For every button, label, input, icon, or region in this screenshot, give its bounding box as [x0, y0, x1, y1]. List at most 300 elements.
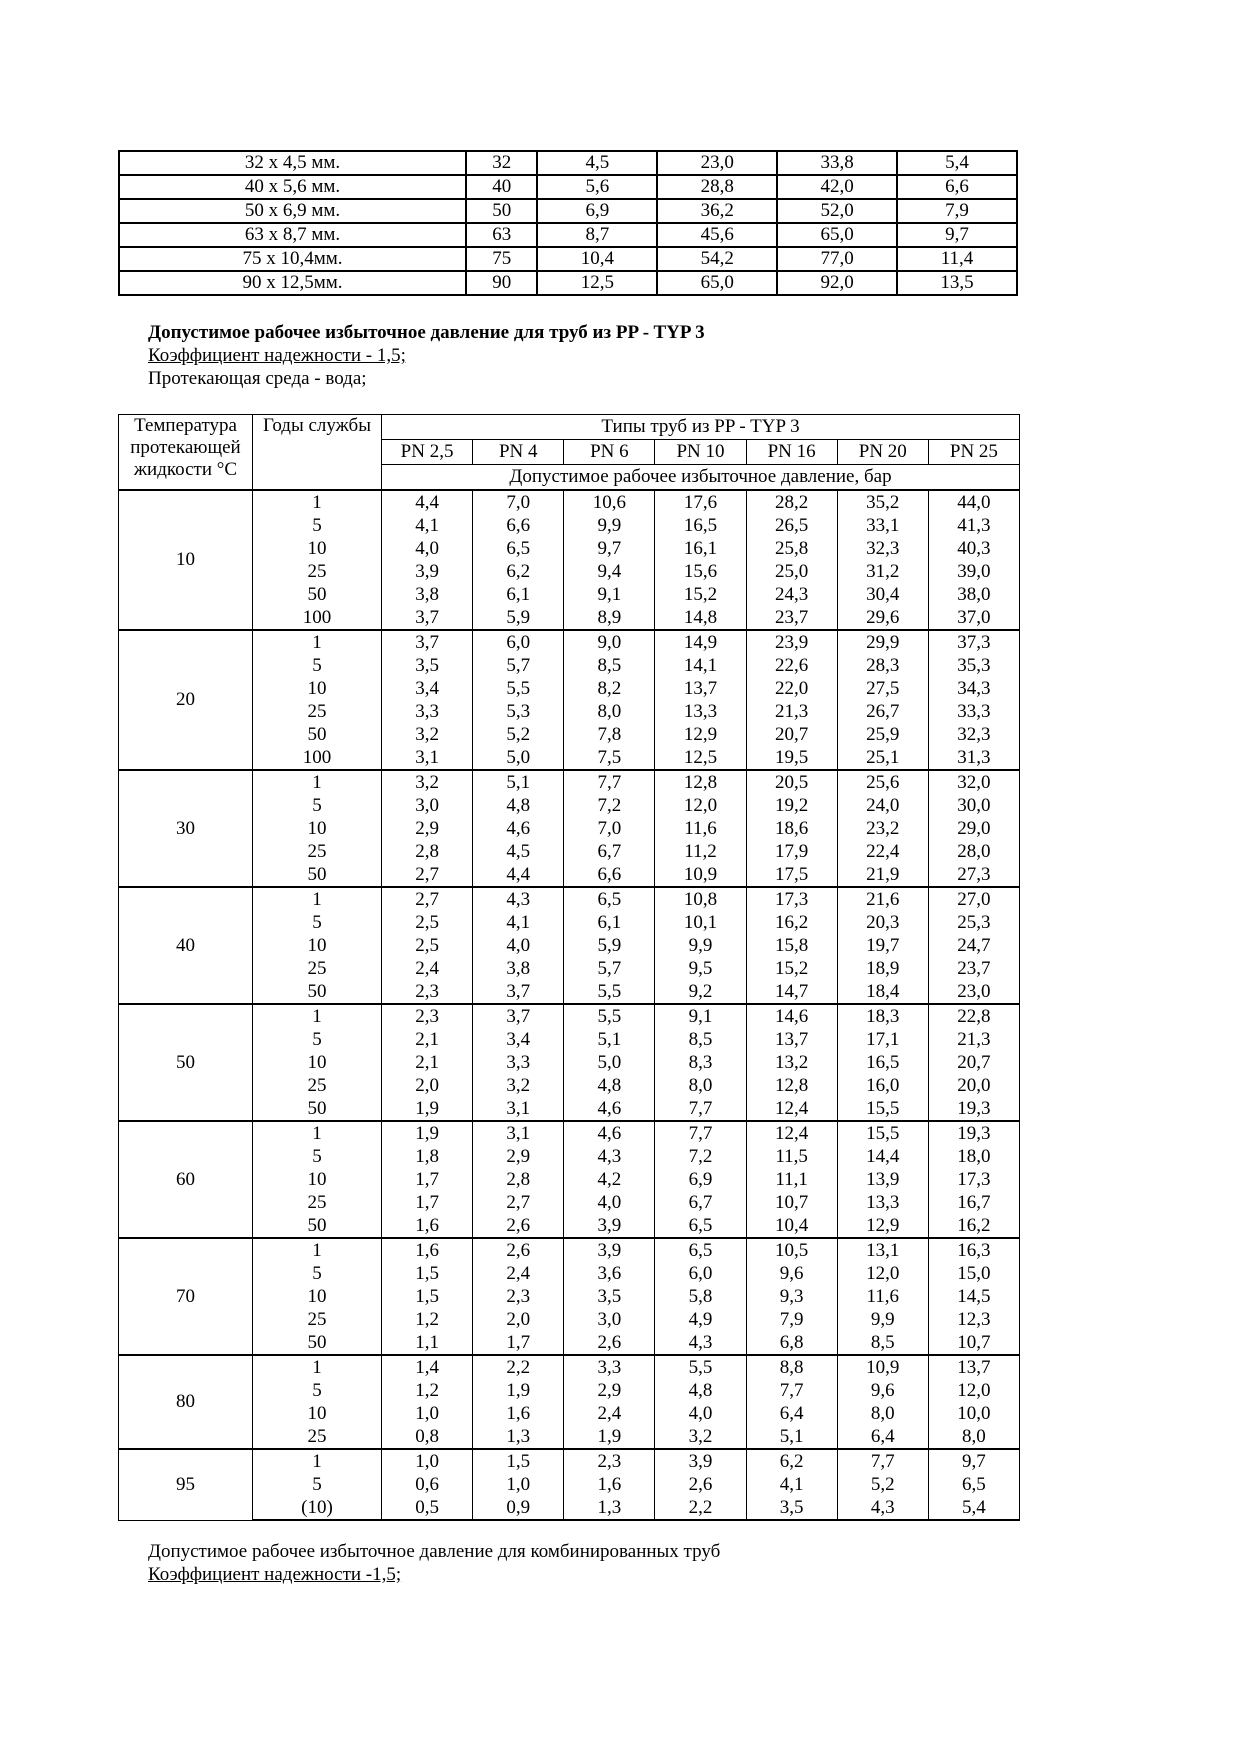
pressure-value: 20,0: [928, 1074, 1019, 1097]
pressure-value: 1,0: [473, 1473, 564, 1496]
pressure-value: 3,1: [473, 1097, 564, 1121]
pressure-value: 17,5: [746, 863, 837, 887]
pressure-value: 10,9: [837, 1355, 928, 1379]
table-row: [119, 1074, 1020, 1097]
pressure-value: 24,3: [746, 583, 837, 606]
pressure-value: 3,4: [473, 1028, 564, 1051]
pressure-value: 2,7: [382, 863, 473, 887]
pressure-value: 6,5: [655, 1238, 746, 1262]
dims-cell: 33,8: [777, 151, 897, 175]
table-row: [119, 271, 1017, 295]
header-pn-6: PN 20: [837, 440, 928, 465]
header-pipe-types: Типы труб из PP - TYP 3: [382, 415, 1020, 440]
pressure-value: 28,3: [837, 654, 928, 677]
years-cell: 25: [253, 700, 382, 723]
dims-cell: 36,2: [657, 199, 777, 223]
pressure-value: 14,8: [655, 606, 746, 630]
pressure-value: 1,7: [382, 1191, 473, 1214]
pressure-value: 16,1: [655, 537, 746, 560]
pressure-value: 2,3: [382, 1004, 473, 1028]
dims-cell: 50: [466, 199, 537, 223]
pressure-value: 4,4: [473, 863, 564, 887]
table-row: [119, 514, 1020, 537]
pressure-value: 5,7: [473, 654, 564, 677]
pressure-value: 2,9: [564, 1379, 655, 1402]
pressure-value: 1,5: [382, 1285, 473, 1308]
pressure-value: 1,0: [382, 1449, 473, 1473]
pressure-value: 9,4: [564, 560, 655, 583]
pressure-value: 4,6: [564, 1121, 655, 1145]
table-row: [119, 1121, 1020, 1145]
pressure-value: 11,6: [837, 1285, 928, 1308]
table-row: [119, 1308, 1020, 1331]
pressure-value: 9,0: [564, 630, 655, 654]
pressure-value: 17,6: [655, 490, 746, 514]
table-row: [119, 560, 1020, 583]
pressure-value: 10,5: [746, 1238, 837, 1262]
years-cell: 50: [253, 723, 382, 746]
pressure-value: 22,8: [928, 1004, 1019, 1028]
pressure-value: 9,1: [655, 1004, 746, 1028]
pressure-value: 1,6: [473, 1402, 564, 1425]
temperature-cell: 40: [119, 887, 253, 1004]
dims-cell: 5,6: [537, 175, 657, 199]
pressure-value: 5,8: [655, 1285, 746, 1308]
pressure-value: 1,7: [473, 1331, 564, 1355]
pressure-value: 2,8: [382, 840, 473, 863]
pressure-value: 8,5: [655, 1028, 746, 1051]
pressure-value: 6,5: [655, 1214, 746, 1238]
pressure-value: 4,0: [382, 537, 473, 560]
pressure-value: 3,2: [382, 770, 473, 794]
table-row: [119, 1402, 1020, 1425]
pressure-value: 40,3: [928, 537, 1019, 560]
pressure-value: 5,2: [473, 723, 564, 746]
pressure-value: 6,5: [928, 1473, 1019, 1496]
pressure-value: 3,6: [564, 1262, 655, 1285]
dims-cell: 75: [466, 247, 537, 271]
header-pn-4: PN 10: [655, 440, 746, 465]
pressure-value: 10,6: [564, 490, 655, 514]
table-row: [119, 770, 1020, 794]
pressure-value: 7,7: [564, 770, 655, 794]
header-pn-7: PN 25: [928, 440, 1019, 465]
pressure-value: 4,9: [655, 1308, 746, 1331]
pressure-value: 2,1: [382, 1028, 473, 1051]
years-cell: 1: [253, 770, 382, 794]
years-cell: 1: [253, 490, 382, 514]
pressure-value: 6,8: [746, 1331, 837, 1355]
years-cell: 1: [253, 1004, 382, 1028]
pressure-value: 12,9: [655, 723, 746, 746]
pressure-value: 15,5: [837, 1097, 928, 1121]
pressure-value: 14,4: [837, 1145, 928, 1168]
pressure-value: 11,6: [655, 817, 746, 840]
pressure-value: 4,6: [473, 817, 564, 840]
pressure-value: 8,8: [746, 1355, 837, 1379]
pressure-value: 6,6: [564, 863, 655, 887]
years-cell: 25: [253, 840, 382, 863]
pressure-value: 4,8: [473, 794, 564, 817]
section1-medium: Протекающая среда - вода;: [148, 368, 367, 389]
pressure-value: 0,8: [382, 1425, 473, 1449]
pressure-value: 13,7: [928, 1355, 1019, 1379]
header-pn-1: PN 2,5: [382, 440, 473, 465]
temperature-cell: 50: [119, 1004, 253, 1121]
pressure-value: 26,5: [746, 514, 837, 537]
pressure-value: 4,8: [564, 1074, 655, 1097]
pressure-value: 6,2: [473, 560, 564, 583]
pressure-value: 44,0: [928, 490, 1019, 514]
pressure-value: 9,1: [564, 583, 655, 606]
section2-title: Допустимое рабочее избыточное давление для комбинированных труб: [148, 1541, 721, 1562]
pressure-value: 5,7: [564, 957, 655, 980]
pressure-value: 5,4: [928, 1496, 1019, 1520]
pressure-value: 2,5: [382, 934, 473, 957]
pressure-value: 18,0: [928, 1145, 1019, 1168]
pressure-value: 17,1: [837, 1028, 928, 1051]
pressure-value: 4,3: [564, 1145, 655, 1168]
years-cell: 5: [253, 514, 382, 537]
pressure-value: 4,0: [655, 1402, 746, 1425]
years-cell: 50: [253, 980, 382, 1004]
pressure-value: 6,4: [746, 1402, 837, 1425]
pressure-value: 3,7: [473, 1004, 564, 1028]
pressure-value: 3,3: [382, 700, 473, 723]
pressure-value: 7,2: [655, 1145, 746, 1168]
dimensions-table: [118, 150, 1018, 296]
years-cell: 25: [253, 560, 382, 583]
years-cell: 1: [253, 1449, 382, 1473]
pressure-value: 4,0: [564, 1191, 655, 1214]
pressure-value: 5,5: [655, 1355, 746, 1379]
years-cell: 25: [253, 1425, 382, 1449]
table-row: [119, 1496, 1020, 1520]
pressure-value: 3,2: [473, 1074, 564, 1097]
pressure-value: 11,2: [655, 840, 746, 863]
pressure-value: 9,9: [564, 514, 655, 537]
pressure-value: 0,5: [382, 1496, 473, 1520]
table-row: [119, 223, 1017, 247]
pressure-value: 1,2: [382, 1308, 473, 1331]
pressure-value: 19,3: [928, 1097, 1019, 1121]
years-cell: 10: [253, 1168, 382, 1191]
pressure-value: 13,9: [837, 1168, 928, 1191]
dims-cell: 65,0: [777, 223, 897, 247]
dims-cell: 63: [466, 223, 537, 247]
pressure-value: 25,8: [746, 537, 837, 560]
pressure-value: 6,0: [655, 1262, 746, 1285]
pressure-value: 3,0: [382, 794, 473, 817]
table-row: [119, 1028, 1020, 1051]
table-row: [119, 723, 1020, 746]
pressure-value: 1,9: [473, 1379, 564, 1402]
dims-cell: 77,0: [777, 247, 897, 271]
pressure-value: 8,2: [564, 677, 655, 700]
pressure-value: 9,7: [564, 537, 655, 560]
pressure-value: 5,5: [473, 677, 564, 700]
table-row: [119, 1238, 1020, 1262]
dims-cell: 11,4: [897, 247, 1017, 271]
pressure-value: 2,9: [382, 817, 473, 840]
pressure-value: 27,0: [928, 887, 1019, 911]
pressure-value: 3,8: [473, 957, 564, 980]
dims-cell: 13,5: [897, 271, 1017, 295]
years-cell: 10: [253, 677, 382, 700]
pressure-value: 15,5: [837, 1121, 928, 1145]
pressure-value: 5,9: [564, 934, 655, 957]
years-cell: 1: [253, 1121, 382, 1145]
pressure-value: 9,7: [928, 1449, 1019, 1473]
years-cell: 5: [253, 794, 382, 817]
pressure-value: 13,3: [837, 1191, 928, 1214]
table-row: [119, 677, 1020, 700]
years-cell: 10: [253, 817, 382, 840]
dims-cell: 6,6: [897, 175, 1017, 199]
temperature-cell: 10: [119, 490, 253, 630]
pressure-value: 38,0: [928, 583, 1019, 606]
pressure-value: 1,8: [382, 1145, 473, 1168]
pressure-value: 6,6: [473, 514, 564, 537]
pressure-value: 2,2: [473, 1355, 564, 1379]
table-row: [119, 911, 1020, 934]
pressure-value: 31,2: [837, 560, 928, 583]
table-row: [119, 980, 1020, 1004]
pressure-value: 12,0: [928, 1379, 1019, 1402]
pressure-value: 25,1: [837, 746, 928, 770]
table-row: [119, 746, 1020, 770]
dims-cell: 32: [466, 151, 537, 175]
years-cell: 25: [253, 957, 382, 980]
years-cell: 25: [253, 1308, 382, 1331]
table-row: [119, 794, 1020, 817]
years-cell: 10: [253, 1285, 382, 1308]
pressure-value: 4,5: [473, 840, 564, 863]
pressure-value: 10,7: [746, 1191, 837, 1214]
dims-cell: 45,6: [657, 223, 777, 247]
pressure-value: 6,0: [473, 630, 564, 654]
pressure-value: 16,5: [837, 1051, 928, 1074]
pressure-value: 8,0: [655, 1074, 746, 1097]
pressure-value: 12,9: [837, 1214, 928, 1238]
table-row: [119, 175, 1017, 199]
pressure-value: 17,3: [928, 1168, 1019, 1191]
pressure-value: 1,6: [564, 1473, 655, 1496]
pressure-value: 3,8: [382, 583, 473, 606]
pressure-value: 2,7: [382, 887, 473, 911]
dims-cell: 90 x 12,5мм.: [119, 271, 466, 295]
pressure-value: 13,1: [837, 1238, 928, 1262]
pressure-value: 13,2: [746, 1051, 837, 1074]
pressure-value: 7,7: [655, 1097, 746, 1121]
pressure-value: 0,9: [473, 1496, 564, 1520]
years-cell: 5: [253, 1379, 382, 1402]
pressure-value: 39,0: [928, 560, 1019, 583]
pressure-value: 1,7: [382, 1168, 473, 1191]
pressure-value: 25,6: [837, 770, 928, 794]
pressure-value: 17,3: [746, 887, 837, 911]
pressure-value: 4,6: [564, 1097, 655, 1121]
pressure-value: 3,1: [382, 746, 473, 770]
years-cell: 10: [253, 537, 382, 560]
pressure-value: 1,6: [382, 1214, 473, 1238]
table-row: [119, 1004, 1020, 1028]
pressure-value: 3,4: [382, 677, 473, 700]
pressure-value: 26,7: [837, 700, 928, 723]
table-row: [119, 537, 1020, 560]
pressure-value: 12,0: [655, 794, 746, 817]
table-row: [119, 1191, 1020, 1214]
pressure-value: 5,0: [473, 746, 564, 770]
table-row: [119, 654, 1020, 677]
pressure-value: 35,2: [837, 490, 928, 514]
years-cell: 5: [253, 654, 382, 677]
pressure-value: 2,3: [564, 1449, 655, 1473]
pressure-value: 33,1: [837, 514, 928, 537]
dims-cell: 52,0: [777, 199, 897, 223]
pressure-value: 22,4: [837, 840, 928, 863]
years-cell: 5: [253, 911, 382, 934]
dims-cell: 75 x 10,4мм.: [119, 247, 466, 271]
header-pn-2: PN 4: [473, 440, 564, 465]
table-row: [119, 1097, 1020, 1121]
years-cell: 50: [253, 1331, 382, 1355]
pressure-value: 2,6: [473, 1238, 564, 1262]
temperature-cell: 70: [119, 1238, 253, 1355]
pressure-value: 10,8: [655, 887, 746, 911]
pressure-value: 6,5: [564, 887, 655, 911]
section2-coefficient: Коэффициент надежности -1,5;: [148, 1564, 402, 1585]
temperature-cell: 20: [119, 630, 253, 770]
dims-cell: 12,5: [537, 271, 657, 295]
pressure-value: 6,7: [655, 1191, 746, 1214]
pressure-value: 9,9: [655, 934, 746, 957]
years-cell: 25: [253, 1191, 382, 1214]
years-cell: 10: [253, 934, 382, 957]
table-row: [119, 1379, 1020, 1402]
pressure-value: 20,7: [928, 1051, 1019, 1074]
pressure-value: 2,6: [655, 1473, 746, 1496]
pressure-value: 1,9: [564, 1425, 655, 1449]
pressure-value: 1,9: [382, 1097, 473, 1121]
pressure-value: 11,5: [746, 1145, 837, 1168]
pressure-value: 23,0: [928, 980, 1019, 1004]
table-row: [119, 934, 1020, 957]
dims-cell: 7,9: [897, 199, 1017, 223]
pressure-value: 2,0: [473, 1308, 564, 1331]
pressure-value: 23,9: [746, 630, 837, 654]
pressure-value: 1,0: [382, 1402, 473, 1425]
dims-cell: 23,0: [657, 151, 777, 175]
pressure-value: 7,0: [473, 490, 564, 514]
section1-title: Допустимое рабочее избыточное давление для труб из PP - TYP 3: [148, 322, 705, 343]
dims-cell: 92,0: [777, 271, 897, 295]
pressure-value: 10,9: [655, 863, 746, 887]
table-row: [119, 1473, 1020, 1496]
table-row: [119, 817, 1020, 840]
pressure-value: 18,3: [837, 1004, 928, 1028]
pressure-value: 25,9: [837, 723, 928, 746]
pressure-value: 1,5: [382, 1262, 473, 1285]
pressure-value: 3,2: [655, 1425, 746, 1449]
pressure-value: 1,1: [382, 1331, 473, 1355]
table-row: [119, 247, 1017, 271]
pressure-value: 32,0: [928, 770, 1019, 794]
pressure-value: 7,0: [564, 817, 655, 840]
pressure-value: 5,5: [564, 1004, 655, 1028]
pressure-value: 16,3: [928, 1238, 1019, 1262]
dims-cell: 54,2: [657, 247, 777, 271]
pressure-value: 25,3: [928, 911, 1019, 934]
pressure-value: 12,8: [746, 1074, 837, 1097]
pressure-value: 23,2: [837, 817, 928, 840]
table-row: [119, 1285, 1020, 1308]
pressure-value: 13,3: [655, 700, 746, 723]
header-temperature-line: протекающей: [130, 437, 241, 458]
pressure-value: 3,5: [382, 654, 473, 677]
pressure-value: 2,8: [473, 1168, 564, 1191]
dims-cell: 10,4: [537, 247, 657, 271]
pressure-value: 15,6: [655, 560, 746, 583]
dims-cell: 28,8: [657, 175, 777, 199]
pressure-value: 8,0: [564, 700, 655, 723]
pressure-value: 18,6: [746, 817, 837, 840]
dims-cell: 90: [466, 271, 537, 295]
years-cell: 50: [253, 1097, 382, 1121]
header-pn-3: PN 6: [564, 440, 655, 465]
pressure-value: 4,4: [382, 490, 473, 514]
pressure-value: 20,3: [837, 911, 928, 934]
table-row: [119, 630, 1020, 654]
years-cell: 50: [253, 863, 382, 887]
years-cell: 50: [253, 1214, 382, 1238]
dims-cell: 32 x 4,5 мм.: [119, 151, 466, 175]
dims-cell: 6,9: [537, 199, 657, 223]
temperature-cell: 60: [119, 1121, 253, 1238]
dims-cell: 8,7: [537, 223, 657, 247]
pressure-value: 17,9: [746, 840, 837, 863]
pressure-value: 15,2: [655, 583, 746, 606]
pressure-value: 2,9: [473, 1145, 564, 1168]
table-row: [119, 583, 1020, 606]
pressure-value: 41,3: [928, 514, 1019, 537]
pressure-value: 34,3: [928, 677, 1019, 700]
pressure-value: 16,2: [746, 911, 837, 934]
pressure-value: 28,0: [928, 840, 1019, 863]
section1-coefficient: Коэффициент надежности - 1,5;: [148, 345, 406, 366]
pressure-value: 2,4: [473, 1262, 564, 1285]
pressure-value: 10,1: [655, 911, 746, 934]
pressure-value: 7,7: [655, 1121, 746, 1145]
pressure-value: 27,3: [928, 863, 1019, 887]
pressure-value: 12,8: [655, 770, 746, 794]
temperature-cell: 95: [119, 1449, 253, 1520]
pressure-value: 16,5: [655, 514, 746, 537]
dims-cell: 40 x 5,6 мм.: [119, 175, 466, 199]
table-row: [119, 1214, 1020, 1238]
years-cell: 10: [253, 1051, 382, 1074]
dims-cell: 63 x 8,7 мм.: [119, 223, 466, 247]
pressure-table: [118, 414, 1020, 1521]
pressure-value: 2,7: [473, 1191, 564, 1214]
table-row: [119, 863, 1020, 887]
pressure-value: 12,3: [928, 1308, 1019, 1331]
pressure-value: 18,9: [837, 957, 928, 980]
pressure-value: 3,7: [382, 630, 473, 654]
pressure-value: 14,7: [746, 980, 837, 1004]
pressure-value: 1,5: [473, 1449, 564, 1473]
pressure-value: 7,8: [564, 723, 655, 746]
